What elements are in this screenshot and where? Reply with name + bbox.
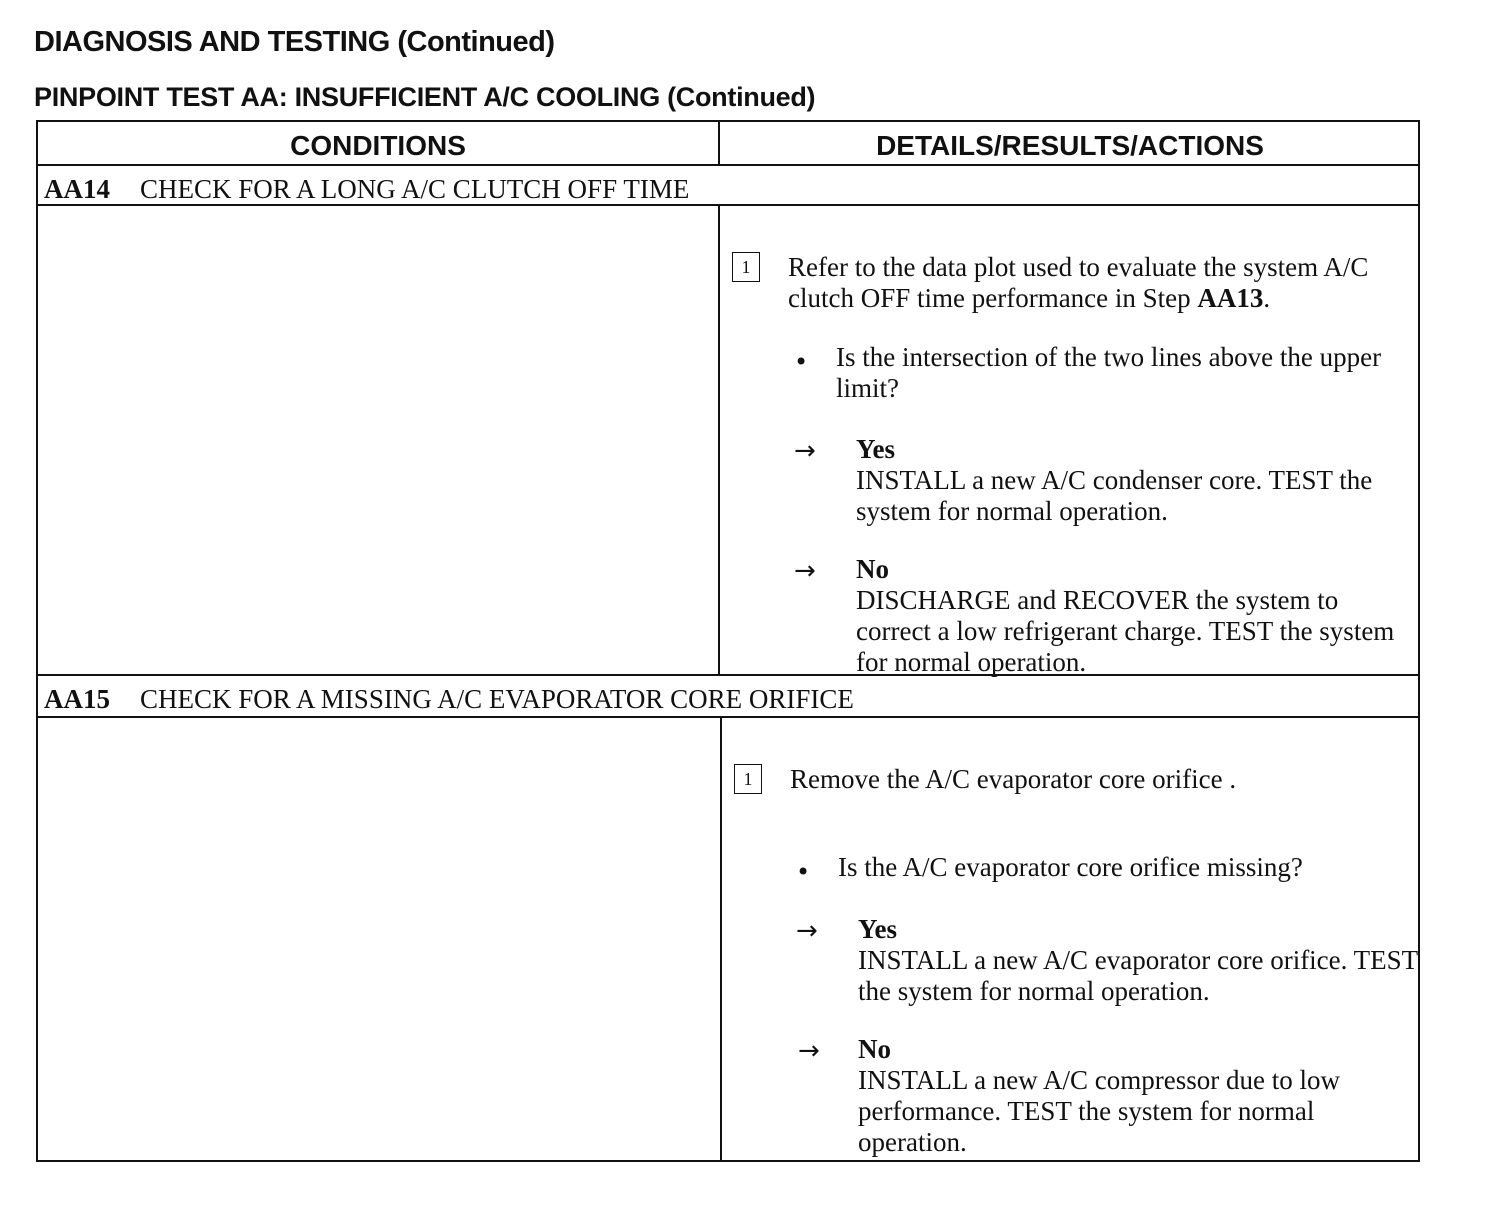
- arrow-right-icon: →: [794, 556, 816, 586]
- answer-text: INSTALL a new A/C condenser core. TEST the system for normal operation.: [856, 465, 1373, 526]
- step-id: AA14: [44, 174, 110, 204]
- step-reference: AA13: [1197, 283, 1264, 313]
- answer-text: INSTALL a new A/C evaporator core orifice. TEST the system for normal operation.: [858, 945, 1418, 1006]
- divider: [38, 674, 1418, 676]
- step-instruction: Refer to the data plot used to evaluate the system A/C clutch OFF time performance in Step AA13.: [788, 252, 1369, 313]
- step-question: Is the A/C evaporator core orifice missing?: [838, 852, 1303, 882]
- bullet-icon: •: [794, 348, 809, 376]
- step-number-box: 1: [732, 252, 760, 282]
- column-header-details: DETAILS/RESULTS/ACTIONS: [876, 130, 1264, 161]
- answer-label: Yes: [858, 914, 897, 944]
- bullet-icon: •: [796, 858, 811, 886]
- step-instruction: Remove the A/C evaporator core orifice .: [790, 764, 1237, 794]
- divider: [718, 122, 720, 164]
- pinpoint-test-table: [36, 120, 1420, 1162]
- step-number-box: 1: [734, 764, 762, 794]
- step-title: CHECK FOR A LONG A/C CLUTCH OFF TIME: [140, 174, 690, 204]
- answer-label: No: [856, 554, 889, 584]
- answer-text: INSTALL a new A/C compressor due to low performance. TEST the system for normal operation.: [858, 1065, 1341, 1157]
- answer-no: [856, 554, 1416, 678]
- arrow-right-icon: →: [794, 436, 816, 466]
- arrow-right-icon: →: [796, 916, 818, 946]
- step-question: Is the intersection of the two lines above the upper limit?: [836, 342, 1382, 403]
- step-title: CHECK FOR A MISSING A/C EVAPORATOR CORE ORIFICE: [140, 684, 854, 714]
- divider: [718, 204, 720, 674]
- answer-text: DISCHARGE and RECOVER the system to correct a low refrigerant charge. TEST the system for normal operation.: [856, 585, 1395, 677]
- step-header-aa15: [44, 684, 854, 715]
- page-subtitle: PINPOINT TEST AA: INSUFFICIENT A/C COOLING (Continued): [34, 82, 816, 112]
- answer-yes: [858, 914, 1418, 1007]
- arrow-right-icon: →: [798, 1036, 820, 1066]
- answer-no: [858, 1034, 1413, 1158]
- divider: [38, 716, 1418, 718]
- column-header-conditions: CONDITIONS: [290, 130, 466, 161]
- page-title: DIAGNOSIS AND TESTING (Continued): [34, 26, 555, 58]
- divider: [720, 716, 722, 1162]
- answer-yes: [856, 434, 1406, 527]
- divider: [38, 164, 1418, 166]
- step-id: AA15: [44, 684, 110, 714]
- answer-label: Yes: [856, 434, 895, 464]
- answer-label: No: [858, 1034, 891, 1064]
- divider: [38, 204, 1418, 206]
- step-header-aa14: [44, 174, 689, 205]
